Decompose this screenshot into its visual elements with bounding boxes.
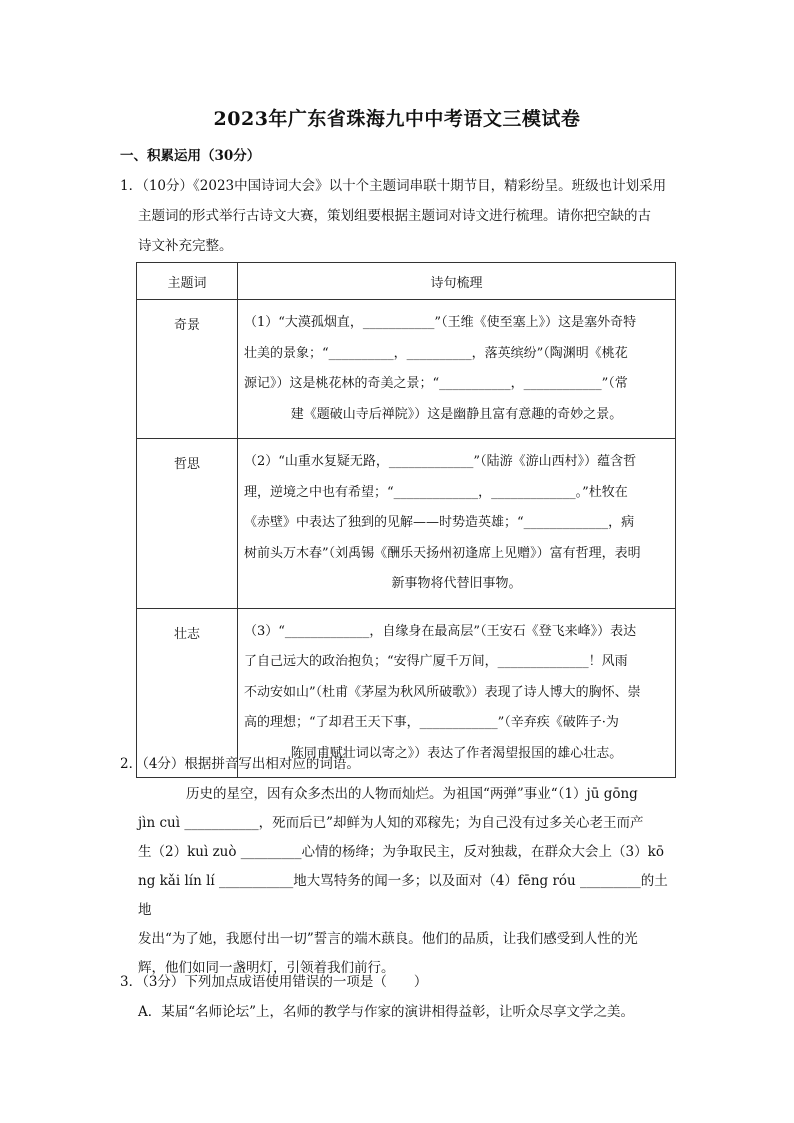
row-content xyxy=(238,608,676,778)
row-line: 壮美的景象；“__________，__________，落英缤纷”（陶渊明《桃花 xyxy=(244,345,628,361)
q1-line-2: 主题词的形式举行古诗文大赛，策划组要根据主题词对诗文进行梳理。请你把空缺的古 xyxy=(138,208,651,224)
row-line: 了自己远大的政治抱负；“安得广厦千万间，______________！风雨 xyxy=(244,654,628,669)
header-poems: 诗句梳理 xyxy=(238,263,676,300)
row-line: 高的理想；“了却君王天下事，____________”（辛弃疾《破阵子·为 xyxy=(244,715,619,730)
row-line: 新事物将代替旧事物。 xyxy=(391,576,522,591)
row-line: 树前头万木春”（刘禹锡《酬乐天扬州初逢席上见赠》）富有哲理，表明 xyxy=(244,545,641,561)
row-line: （2）“山重水复疑无路，_____________”（陆游《游山西村》）蕴含哲 xyxy=(244,454,637,469)
row-line: 《赤壁》中表达了独到的见解——时势造英雄；“_____________，病 xyxy=(244,515,635,530)
row-line: 源记》）这是桃花林的奇美之景；“___________，____________”（常 xyxy=(244,376,628,391)
q2-passage xyxy=(138,780,678,983)
q2-line: ng kǎi lín lí ___________地大骂特务的闻一多；以及面对（4）fēng róu _________的土地 xyxy=(138,873,668,918)
q2-line: 历史的星空，因有众多杰出的人物而灿烂。为祖国“两弹”事业“（1）jū gōng xyxy=(186,786,638,802)
table-header-row xyxy=(137,263,676,300)
q2-heading: 2．（4分）根据拼音写出相对应的词语。 xyxy=(120,756,360,772)
poem-table xyxy=(136,262,676,778)
q1-line-1: 1．（10分）《2023中国诗词大会》以十个主题词串联十期节目，精彩纷呈。班级也计划采用 xyxy=(120,178,667,194)
q1-line-3: 诗文补充完整。 xyxy=(138,238,233,254)
row-line: （1）“大漠孤烟直，___________”（王维《使至塞上》）这是塞外奇特 xyxy=(244,315,637,330)
row-key: 奇景 xyxy=(137,300,238,439)
row-content xyxy=(238,300,676,439)
row-key: 壮志 xyxy=(137,608,238,778)
row-line: 建《题破山寺后禅院》）这是幽静且富有意趣的奇妙之景。 xyxy=(290,406,623,422)
table-row xyxy=(137,608,676,778)
section-heading: 一、积累运用（30分） xyxy=(120,148,261,164)
q3-heading: 3．（3分）下列加点成语使用错误的一项是（ ） xyxy=(120,974,428,990)
q3-option-a: A．某届“名师论坛”上，名师的教学与作家的演讲相得益彰，让听众尽享文学之美。 xyxy=(138,1004,635,1020)
q2-line: 辉，他们如同一盏明灯，引领着我们前行。 xyxy=(138,960,395,976)
row-key: 哲思 xyxy=(137,439,238,609)
q2-line: 生（2）kuì zuò _________心情的杨绛；为争取民主，反对独裁，在群众大会上（3）kō xyxy=(138,844,664,860)
page-title: 2023年广东省珠海九中中考语文三模试卷 xyxy=(213,108,581,130)
table-row xyxy=(137,300,676,439)
row-line: （3）“_____________，自缘身在最高层”（王安石《登飞来峰》）表达 xyxy=(244,623,637,639)
table-row xyxy=(137,439,676,609)
row-line: 理，逆境之中也有希望；“_____________，_____________。”杜牧在 xyxy=(244,484,628,500)
header-theme: 主题词 xyxy=(137,263,238,300)
row-line: 陈同甫赋壮词以寄之》）表达了作者渴望报国的雄心壮志。 xyxy=(290,745,623,761)
q2-line: jìn cuì ___________，死而后已”却鲜为人知的邓稼先；为自己没有过多关心老王而产 xyxy=(138,815,644,831)
row-content xyxy=(238,439,676,609)
q2-line: 发出“为了她，我愿付出一切”誓言的端木蕻良。他们的品质，让我们感受到人性的光 xyxy=(138,931,638,947)
row-line: 不动安如山”（杜甫《茅屋为秋风所破歌》）表现了诗人博大的胸怀、崇 xyxy=(244,684,641,700)
